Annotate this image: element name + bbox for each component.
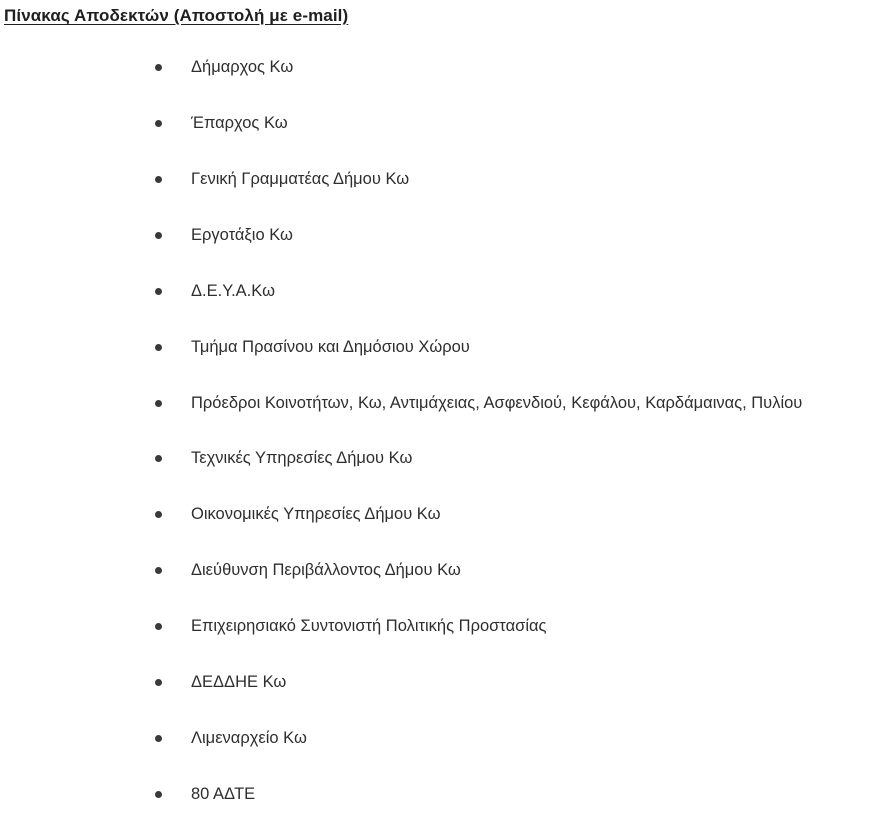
bullet-icon [155, 567, 162, 574]
recipient-label: Πρόεδροι Κοινοτήτων, Κω, Αντιμάχειας, Ασφενδιού, Κεφάλου, Καρδάμαινας, Πυλίου [191, 394, 803, 412]
bullet-icon [155, 64, 162, 71]
document-title: Πίνακας Αποδεκτών (Αποστολή με e-mail) [4, 6, 349, 25]
list-item [148, 726, 868, 750]
bullet-icon [155, 344, 162, 351]
recipient-label: Επιχειρησιακό Συντονιστή Πολιτικής Προστασίας [191, 617, 547, 635]
list-item [148, 558, 868, 582]
bullet-icon [155, 232, 162, 239]
bullet-icon [155, 623, 162, 630]
bullet-icon [155, 176, 162, 183]
list-item [148, 614, 868, 638]
list-item [148, 446, 868, 470]
bullet-icon [155, 400, 162, 407]
bullet-icon [155, 511, 162, 518]
list-item [148, 55, 868, 79]
recipient-label: Λιμεναρχείο Κω [191, 729, 307, 747]
bullet-icon [155, 455, 162, 462]
bullet-icon [155, 791, 162, 798]
recipient-label: 80 ΑΔΤΕ [191, 785, 256, 803]
recipient-label: Διεύθυνση Περιβάλλοντος Δήμου Κω [191, 561, 461, 579]
list-item [148, 279, 868, 303]
list-item [148, 782, 868, 806]
list-item [148, 502, 868, 526]
list-item [148, 167, 868, 191]
list-item [148, 223, 868, 247]
recipient-label: Τεχνικές Υπηρεσίες Δήμου Κω [191, 449, 413, 467]
list-item [148, 335, 868, 359]
recipient-label: Έπαρχος Κω [191, 114, 288, 132]
recipient-label: Οικονομικές Υπηρεσίες Δήμου Κω [191, 505, 441, 523]
bullet-icon [155, 735, 162, 742]
recipient-label: ΔΕΔΔΗΕ Κω [191, 673, 287, 691]
recipient-label: Δήμαρχος Κω [191, 58, 294, 76]
list-item [148, 670, 868, 694]
recipient-label: Τμήμα Πρασίνου και Δημόσιου Χώρου [191, 338, 470, 356]
recipient-label: Δ.Ε.Υ.Α.Κω [191, 282, 275, 300]
recipient-label: Εργοτάξιο Κω [191, 226, 293, 244]
bullet-icon [155, 120, 162, 127]
list-item [148, 391, 868, 415]
bullet-icon [155, 679, 162, 686]
recipient-label: Γενική Γραμματέας Δήμου Κω [191, 170, 410, 188]
recipient-list [148, 55, 868, 838]
list-item [148, 111, 868, 135]
bullet-icon [155, 288, 162, 295]
